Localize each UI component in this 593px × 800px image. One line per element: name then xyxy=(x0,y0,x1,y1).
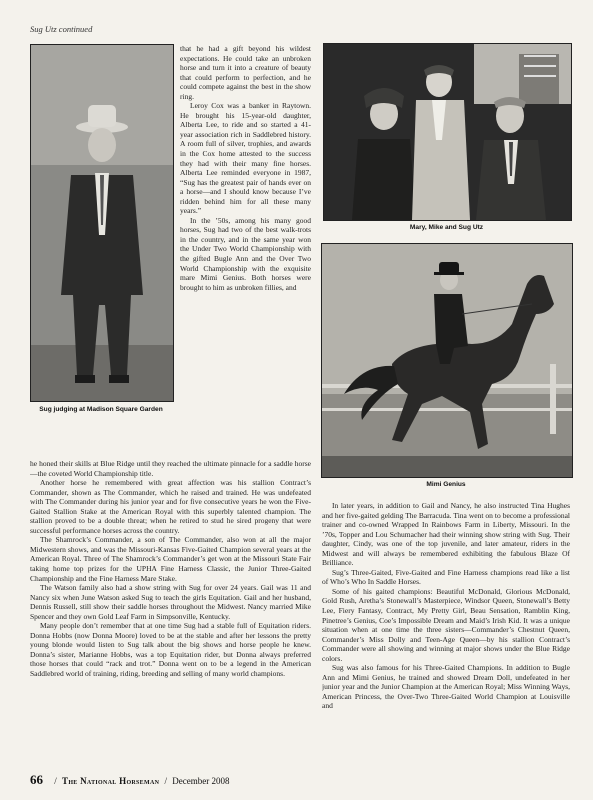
running-head: Sug Utz continued xyxy=(30,24,93,34)
photo-mimi-genius xyxy=(321,243,573,478)
photo-sug-judging-image xyxy=(31,45,173,401)
article-column-right-bottom xyxy=(322,501,570,767)
paragraph: Sug’s Three-Gaited, Five-Gaited and Fine Harness champions read like a list of Who’s Who In Saddle Horses. xyxy=(322,567,570,587)
paragraph: In the ’50s, among his many good horses, Sug had two of the best walk-trots in the country, and in the same year won the Under Two World Championship with the gifted Bugle Ann and the Over Two World Championship with the exquisite mare Mimi Genius. Both horses were brought to him as unbroken fillies, and xyxy=(180,215,311,292)
photo-sug-judging xyxy=(30,44,174,402)
footer-separator: / xyxy=(54,776,57,786)
paragraph: Leroy Cox was a banker in Raytown. He brought his 15-year-old daughter, Alberta Lee, to ride and so started a 41-year association rich in Saddlebred history. A room full of silver, trophies, and awards in the Cox home attested to the success they had with their many fine horses. Alberta Lee reminded everyone in 1987, “Sug has the greatest pair of hands ever on a horse—and I should know because I’ve ridden behind him for all these many years.” xyxy=(180,101,311,216)
photo-mimi-genius-image xyxy=(322,244,572,477)
page-footer xyxy=(30,772,570,788)
photo-family xyxy=(323,43,572,221)
paragraph: that he had a gift beyond his wildest expectations. He could take an unbroken horse and turn it into a creature of beauty that could perform to perfection, and he could compete against the best in the show ring. xyxy=(180,44,311,101)
paragraph: In later years, in addition to Gail and Nancy, he also instructed Tina Hughes and her five-gaited gelding The Barracuda. Tina went on to become a professional trainer and co-owned Wrapped In Rainbows Farm in Liberty, Missouri. In the ’70s, Topper and Lou Schumacher had their winning show string with Sug. Their daughter, Cindy, was one of the top juvenile, and later amateur, riders in the Midwest and will always be remembered exhibiting the fabulous Blaze Of Brilliance. xyxy=(322,501,570,568)
paragraph: Sug was also famous for his Three-Gaited Champions. In addition to Bugle Ann and Mimi Genius, he trained and showed Dream Doll, undefeated in her junior year and the Junior Champion at the American Royal; Miss Winning Ways, American Princess, the Over-Two Three-Gaited World Champion at Louisville and xyxy=(322,663,570,711)
paragraph: The Watson family also had a show string with Sug for over 24 years. Gail was 11 and Nancy six when June Watson asked Sug to teach the girls Equitation. Gail and her husband, Dennis Russell, still show their saddle horses throughout the Midwest. Nancy married Mike Spencer and they own Gold Leaf Farm in Simpsonville, Kentucky. xyxy=(30,583,311,621)
paragraph: Another horse he remembered with great affection was his stallion Contract’s Commander, shown as The Commander, which he raised and trained. He was undefeated with The Commander during his junior year and for five consecutive years he won the Five-Gaited Stallion Stake at the American Royal with this superbly talented champion. The stallion proved to be a double threat; when he retired to stud he sired progeny that were successful performance horses across the country. xyxy=(30,478,311,535)
paragraph: he honed their skills at Blue Ridge until they reached the ultimate pinnacle for a saddle horse—the coveted World Championship title. xyxy=(30,459,311,478)
paragraph: Some of his gaited champions: Beautiful McDonald, Glorious McDonald, Gold Rush, Aretha’s Stonewall’s Masterpiece, Windsor Queen, Stonewall’s Betty Lee, Fiery Fantasy, Contract, My Pretty Girl, Beau Sensation, Ramblin King, Pinetree’s Genius, Coe’s Impossible Dream and Maid’s Irish Kid. It was a unique situation when at one time the three sisters—Commander’s Chestnut Queen, Commander’s Miss Dolly and Teen-Age Queen—by his stallion Contract’s Commander were all showing and winning at major shows under the Blue Ridge colors. xyxy=(322,586,570,663)
paragraph: The Shamrock’s Commander, a son of The Commander, also won at all the major Midwestern shows, and was the Missouri-Kansas Five-Gaited Champion several years at the American Royal. Three of The Shamrock’s Commander’s get won at the Missouri State Fair taking home top prizes for the UPHA Fine Harness Classic, the Junior Three-Gaited Championship and the Fine Harness Mare Stake. xyxy=(30,535,311,583)
article-column-left-bottom xyxy=(30,459,311,767)
page-number: 66 xyxy=(30,772,43,787)
issue-date: December 2008 xyxy=(172,776,230,786)
paragraph: Many people don’t remember that at one time Sug had a stable full of Equitation riders. Donna Hobbs (now Donna Moore) loved to be at the stable and after her lessons the pretty young blonde would listen to Sug talk about the big shows and horse people he knew. Donna’s sister, Marianne Hobbs, was a top Equitation rider, but Donna always preferred those horses that could “rack and trot.” Donna went on to be a legend in the American Saddlebred world of training, riding, breeding and selling of many world champions. xyxy=(30,621,311,679)
caption-sug-judging: Sug judging at Madison Square Garden xyxy=(39,406,163,413)
photo-family-image xyxy=(324,44,571,220)
caption-family: Mary, Mike and Sug Utz xyxy=(409,224,484,231)
caption-mimi-genius: Mimi Genius xyxy=(426,481,466,488)
article-column-middle-top xyxy=(180,44,311,457)
magazine-name: The National Horseman xyxy=(62,776,160,786)
footer-separator: / xyxy=(164,776,167,786)
